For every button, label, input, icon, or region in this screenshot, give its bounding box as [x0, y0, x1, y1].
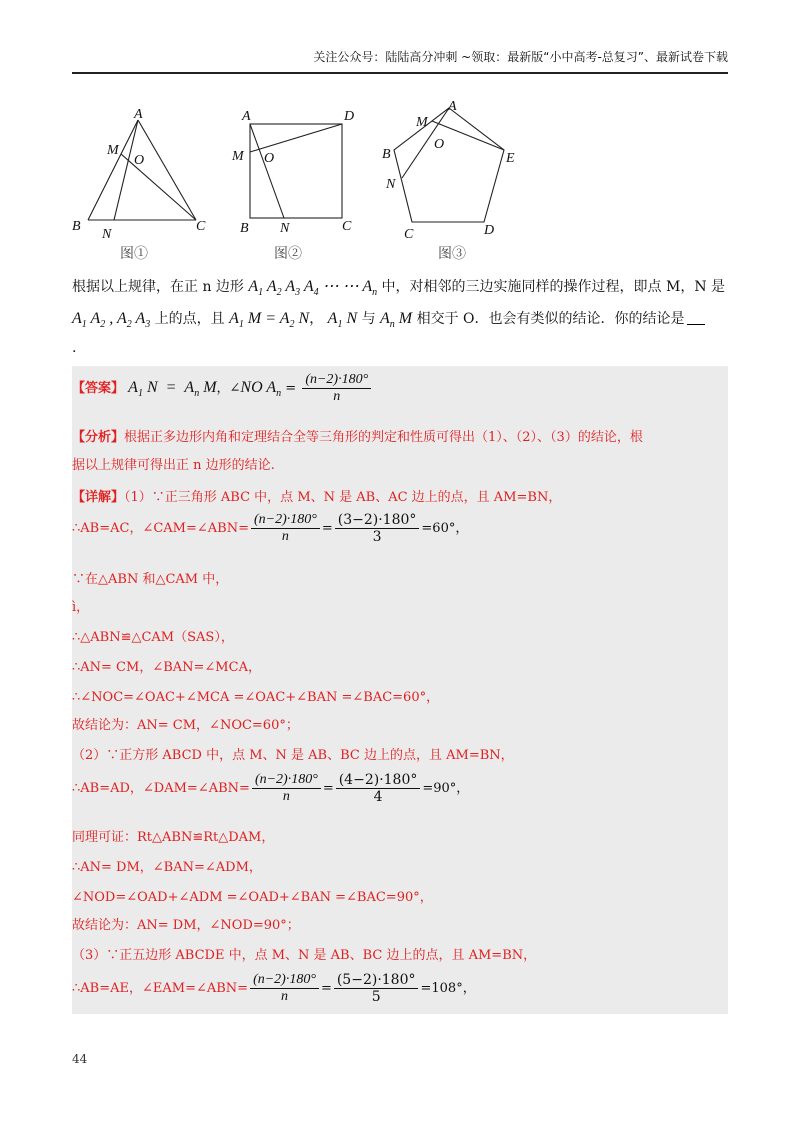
fig2-caption: 图②: [274, 247, 302, 262]
detail-p1-line8: 故结论为：AN= CM，∠NOC=60°；: [72, 718, 299, 733]
detail-p2-line6: 故结论为：AN= DM，∠NOD=90°；: [72, 918, 300, 933]
analysis-line-2: 据以上规律可得出正 n 边形的结论.: [72, 458, 275, 473]
detail-p2-line3: 同理可证：Rt△ABN≌Rt△DAM，: [72, 830, 275, 845]
fig3-label-M: M: [416, 115, 428, 130]
figure-2-square: [250, 124, 342, 218]
fig3-label-C: C: [404, 227, 414, 242]
question-line-1: 根据以上规律，在正 n 边形 $A_1$ $A_2$ $A_3$ $A_4$ ⋯ ⋯ $A_n$ 中，对相邻的三边实施同样的操作过程，即点 M，N 是: [72, 278, 726, 299]
fig1-label-A: A: [134, 107, 143, 122]
page-header: [72, 46, 728, 74]
analysis-line-1: 【分析】根据正多边形内角和定理结合全等三角形的判定和性质可得出（1）、（2）、（3）的结论，根: [72, 430, 643, 445]
fig2-label-D: D: [344, 109, 355, 124]
detail-p1-line5: ∴△ABN≌△CAM（SAS），: [72, 630, 234, 645]
figure-1-triangle: [88, 120, 196, 220]
answer-line: 【答案】 $A_1$ $N = A_n$ M，∠NO $A_n$ = $\frac{(n-2)\cdot 180^\circ}{n}$: [72, 372, 373, 405]
fig1-label-N: N: [102, 227, 112, 242]
detail-p1-line6: ∴AN= CM，∠BAN=∠MCA，: [72, 660, 261, 675]
fig1-label-B: B: [72, 219, 81, 234]
page-number: 44: [72, 1052, 88, 1066]
fig2-label-N: N: [280, 221, 290, 236]
fig3-label-E: E: [506, 151, 515, 166]
fig3-label-B: B: [382, 147, 391, 162]
detail-p2-line5: ∠NOD=∠OAD+∠ADM =∠OAD+∠BAN =∠BAC=90°，: [72, 890, 433, 905]
figure-3-pentagon: [394, 108, 504, 222]
fig3-caption: 图③: [438, 247, 466, 262]
fig1-label-O: O: [134, 153, 145, 168]
fig3-label-D: D: [484, 223, 495, 238]
question-line-3: .: [72, 340, 77, 356]
fig3-label-N: N: [386, 177, 396, 192]
geometry-figures: [72, 96, 728, 264]
fig1-label-M: M: [107, 143, 119, 158]
fig2-label-C: C: [342, 219, 352, 234]
detail-p1-line2: ∴AB=AC，∠CAM=∠ABN= $\frac{(n-2)\cdot 180^\circ}{n}$ = $\frac{(3-2)\cdot 180^\circ}{3}$ =60°，: [72, 512, 469, 545]
detail-p1-line1: 【详解】（1）∵正三角形 ABC 中，点 M、N 是 AB、AC 边上的点，且 AM=BN，: [72, 490, 562, 505]
detail-p2-line1: （2）∵正方形 ABCD 中，点 M、N 是 AB、BC 边上的点，且 AM=BN，: [72, 748, 514, 763]
fig1-label-C: C: [196, 219, 206, 234]
question-line-2: $A_1$ $A_2$ , $A_2$ $A_3$ 上的点，且 $A_1$ $M = A_2$ N， $A_1$ N 与 $A_n$ M 相交于 O．也会有类似的结论．你的结论是: [72, 308, 705, 330]
detail-p1-line7: ∴∠NOC=∠OAC+∠MCA =∠OAC+∠BAN =∠BAC=60°，: [72, 690, 440, 705]
detail-p1-line4: ì，: [72, 600, 90, 615]
fig2-label-A: A: [242, 109, 251, 124]
fig3-label-O: O: [434, 137, 445, 152]
figures-row: [72, 96, 728, 264]
detail-p1-line3: ∵在△ABN 和△CAM 中，: [72, 572, 229, 587]
header-text: 关注公众号：陆陆高分冲刺 ~领取：最新版“小中高考-总复习”、最新试卷下载: [313, 50, 728, 64]
polygon-vertices-math: $A_1$ $A_2$ $A_3$ $A_4$ ⋯ ⋯ $A_n$: [248, 278, 378, 299]
answer-fraction: $\frac{(n-2)\cdot 180^\circ}{n}$: [302, 372, 371, 405]
detail-p3-line1: （3）∵正五边形 ABCDE 中，点 M、N 是 AB、BC 边上的点，且 AM=BN，: [72, 948, 537, 963]
fig2-label-B: B: [240, 221, 249, 236]
fig2-label-O: O: [264, 151, 275, 166]
detail-p2-line2: ∴AB=AD，∠DAM=∠ABN= $\frac{(n-2)\cdot 180^\circ}{n}$ = $\frac{(4-2)\cdot 180^\circ}{4}$ =90°，: [72, 772, 470, 805]
detail-p3-line2: ∴AB=AE，∠EAM=∠ABN= $\frac{(n-2)\cdot 180^\circ}{n}$ = $\frac{(5-2)\cdot 180^\circ}{5}$ =108°，: [72, 972, 476, 1005]
fig3-label-A: A: [448, 99, 457, 114]
fig1-caption: 图①: [120, 247, 148, 262]
detail-p2-line4: ∴AN= DM，∠BAN=∠ADM，: [72, 860, 262, 875]
answer-blank: [687, 310, 705, 325]
fig2-label-M: M: [232, 149, 244, 164]
